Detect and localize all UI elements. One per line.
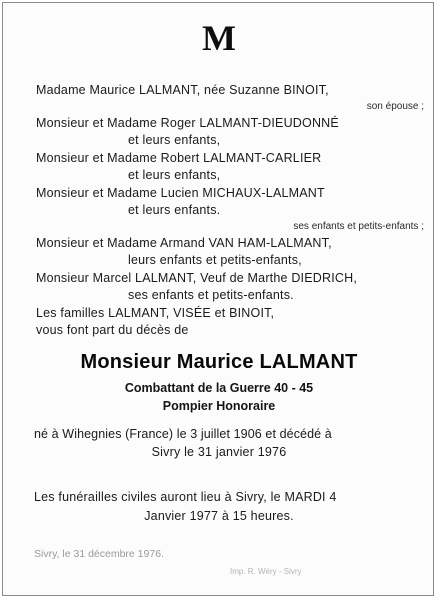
family-line-11: ses enfants et petits-enfants.: [128, 288, 294, 302]
family-note-spouse: son épouse ;: [366, 101, 424, 112]
birth-death-line-2: Sivry le 31 janvier 1976: [151, 445, 287, 459]
family-line-7: et leurs enfants.: [128, 203, 221, 217]
family-line-1: Madame Maurice LALMANT, née Suzanne BINOIT,: [36, 83, 329, 97]
family-line-5: et leurs enfants,: [128, 168, 221, 182]
funeral-line-1: Les funérailles civiles auront lieu à Sivry, le MARDI 4: [34, 490, 337, 504]
family-line-6: Monsieur et Madame Lucien MICHAUX-LALMANT: [36, 186, 325, 200]
family-line-10: Monsieur Marcel LALMANT, Veuf de Marthe DIEDRICH,: [36, 271, 358, 285]
birth-death-line-1: né à Wihegnies (France) le 3 juillet 1906 et décédé à: [34, 427, 332, 441]
footer-date: Sivry, le 31 décembre 1976.: [34, 548, 164, 560]
footer-printer: Imp. R. Wéry - Sivry: [230, 567, 302, 576]
deceased-title-combatant: Combattant de la Guerre 40 - 45: [124, 381, 314, 395]
family-note-children: ses enfants et petits-enfants ;: [293, 221, 424, 232]
family-line-12: Les familles LALMANT, VISÉE et BINOIT,: [36, 306, 275, 320]
family-line-13: vous font part du décès de: [36, 323, 189, 337]
family-line-4: Monsieur et Madame Robert LALMANT-CARLIER: [36, 151, 322, 165]
family-line-8: Monsieur et Madame Armand VAN HAM-LALMANT,: [36, 236, 332, 250]
family-line-3: et leurs enfants,: [128, 133, 221, 147]
family-line-9: leurs enfants et petits-enfants,: [128, 253, 302, 267]
family-line-2: Monsieur et Madame Roger LALMANT-DIEUDONNÉ: [36, 116, 339, 130]
header-initial: M: [202, 18, 236, 58]
funeral-line-2: Janvier 1977 à 15 heures.: [144, 509, 294, 523]
deceased-title-firefighter: Pompier Honoraire: [162, 399, 276, 413]
deceased-name: Monsieur Maurice LALMANT: [80, 351, 358, 373]
